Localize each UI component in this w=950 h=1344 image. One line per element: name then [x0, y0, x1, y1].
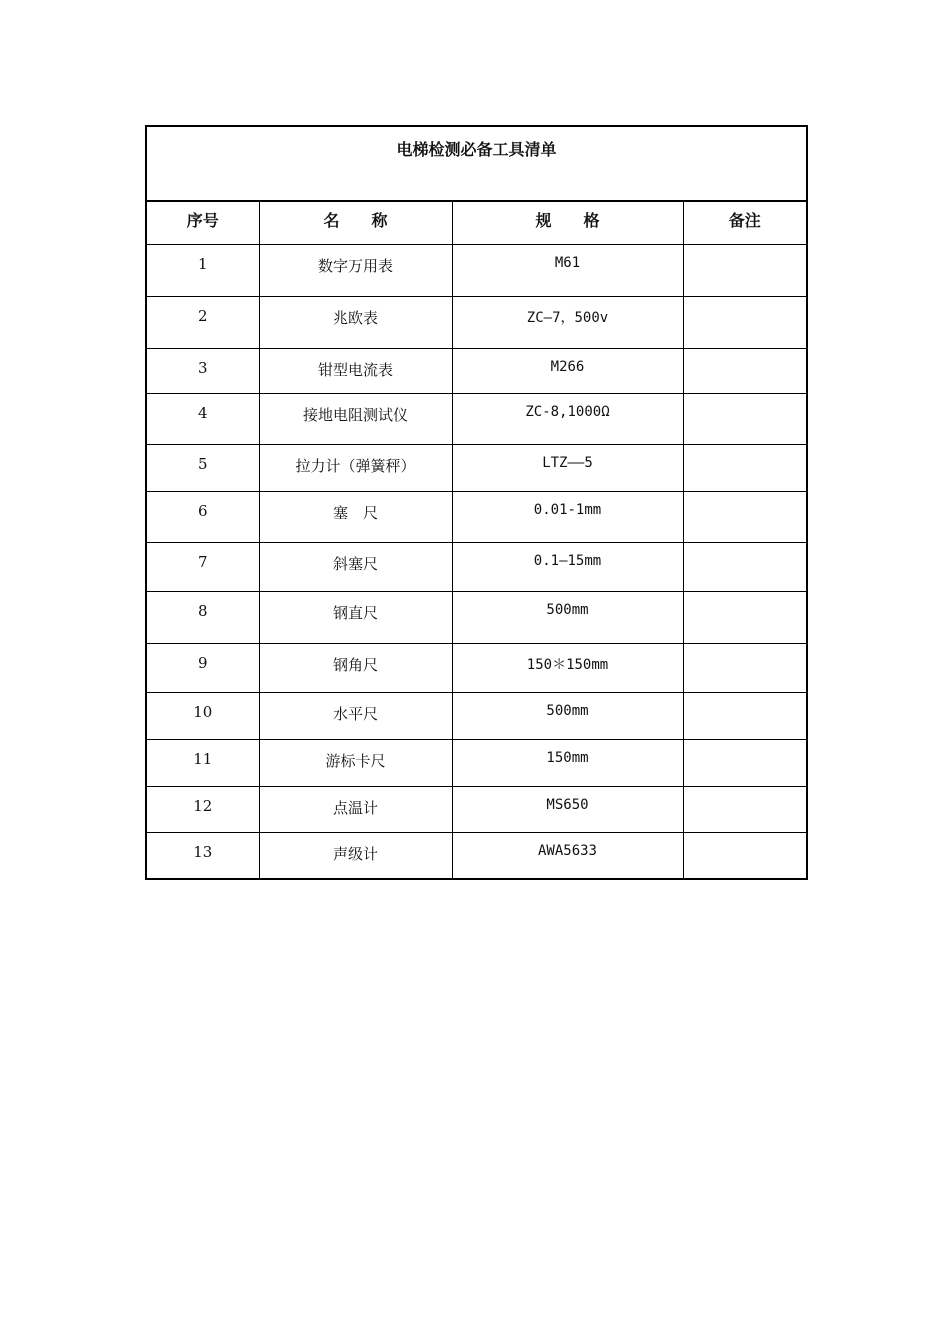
- tool-spec-cell: [452, 591, 683, 643]
- row-number-cell: [146, 491, 259, 542]
- tool-spec: M266: [550, 358, 585, 375]
- row-number-cell: [146, 643, 259, 692]
- table-body: [146, 244, 807, 879]
- tool-note-cell: [683, 786, 807, 832]
- table-row: [146, 348, 807, 393]
- tool-spec: ZC—7，500v: [526, 309, 609, 326]
- tool-name-cell: [259, 296, 452, 348]
- row-number: 5: [197, 454, 208, 473]
- tool-note: [684, 740, 807, 750]
- table-title: 电梯检测必备工具清单: [146, 126, 807, 201]
- row-number-cell: [146, 591, 259, 643]
- row-number: 13: [193, 842, 213, 861]
- tool-note-cell: [683, 692, 807, 739]
- tool-name-cell: [259, 692, 452, 739]
- tool-name-cell: [259, 393, 452, 444]
- table-row: [146, 692, 807, 739]
- table-row: [146, 244, 807, 296]
- row-number: 9: [197, 653, 208, 672]
- tool-name: 塞 尺: [332, 503, 378, 522]
- row-number: 4: [197, 403, 208, 422]
- row-number-cell: [146, 692, 259, 739]
- tool-note-cell: [683, 643, 807, 692]
- tool-note-cell: [683, 444, 807, 491]
- tool-name: 声级计: [332, 844, 378, 863]
- tool-name: 兆欧表: [332, 308, 378, 327]
- tool-note-cell: [683, 491, 807, 542]
- tool-note-cell: [683, 244, 807, 296]
- table-row: [146, 643, 807, 692]
- row-number: 3: [197, 358, 208, 377]
- table-row: [146, 786, 807, 832]
- tool-spec-cell: [452, 393, 683, 444]
- table-row: [146, 739, 807, 786]
- tool-name: 数字万用表: [317, 256, 393, 275]
- row-number: 11: [193, 749, 213, 768]
- tool-name-cell: [259, 244, 452, 296]
- row-number-cell: [146, 244, 259, 296]
- table-row: [146, 491, 807, 542]
- tool-name-cell: [259, 591, 452, 643]
- tool-note-cell: [683, 296, 807, 348]
- tool-note: [684, 592, 807, 602]
- tool-spec: M61: [554, 254, 581, 271]
- tool-spec-cell: [452, 739, 683, 786]
- table-row: [146, 591, 807, 643]
- tool-note: [684, 394, 807, 404]
- row-number-cell: [146, 786, 259, 832]
- tool-spec-cell: [452, 643, 683, 692]
- tool-spec: MS650: [546, 796, 589, 813]
- tool-spec: 0.01-1mm: [533, 501, 602, 518]
- tool-note: [684, 492, 807, 502]
- title-row: [146, 126, 807, 201]
- tool-name-cell: [259, 643, 452, 692]
- tool-name-cell: [259, 786, 452, 832]
- column-header-number: 序号: [146, 201, 259, 244]
- tool-note-cell: [683, 393, 807, 444]
- row-number: 8: [197, 601, 208, 620]
- tool-spec-cell: [452, 296, 683, 348]
- tool-note: [684, 833, 807, 843]
- tool-note-cell: [683, 739, 807, 786]
- table-row: [146, 296, 807, 348]
- tool-name-cell: [259, 348, 452, 393]
- row-number: 10: [193, 702, 213, 721]
- row-number-cell: [146, 444, 259, 491]
- tool-spec: 0.1—15mm: [533, 552, 602, 569]
- tool-spec: 500mm: [546, 601, 589, 618]
- table-row: [146, 444, 807, 491]
- table-row: [146, 832, 807, 879]
- table-row: [146, 393, 807, 444]
- tool-name: 接地电阻测试仪: [302, 405, 408, 424]
- tool-list-sheet: [145, 125, 806, 880]
- tool-note-cell: [683, 542, 807, 591]
- tool-spec: 150mm: [546, 749, 589, 766]
- tool-spec: 500mm: [546, 702, 589, 719]
- tool-name-cell: [259, 832, 452, 879]
- tool-spec-cell: [452, 491, 683, 542]
- tool-name-cell: [259, 491, 452, 542]
- row-number-cell: [146, 832, 259, 879]
- tool-note-cell: [683, 832, 807, 879]
- tool-name: 钢直尺: [332, 603, 378, 622]
- tool-note: [684, 445, 807, 455]
- tool-note-cell: [683, 348, 807, 393]
- row-number-cell: [146, 393, 259, 444]
- tool-name-cell: [259, 542, 452, 591]
- tool-spec-cell: [452, 444, 683, 491]
- tool-spec-cell: [452, 786, 683, 832]
- tool-name: 斜塞尺: [332, 554, 378, 573]
- tool-spec: 150＊150mm: [526, 656, 609, 673]
- row-number: 1: [197, 254, 208, 273]
- tool-note: [684, 693, 807, 703]
- row-number-cell: [146, 296, 259, 348]
- tool-spec: AWA5633: [537, 842, 597, 859]
- tool-spec-cell: [452, 692, 683, 739]
- tool-name: 拉力计（弹簧秤）: [295, 456, 416, 475]
- row-number: 7: [197, 552, 208, 571]
- column-header-note: 备注: [683, 201, 807, 244]
- tool-note: [684, 349, 807, 359]
- tool-spec-cell: [452, 348, 683, 393]
- header-row: [146, 201, 807, 244]
- tool-spec: LTZ——5: [542, 454, 593, 471]
- tool-name: 游标卡尺: [325, 751, 386, 770]
- tool-note: [684, 245, 807, 255]
- tool-note: [684, 543, 807, 553]
- table-row: [146, 542, 807, 591]
- row-number: 12: [193, 796, 213, 815]
- tool-spec-cell: [452, 542, 683, 591]
- tool-name: 钳型电流表: [317, 360, 393, 379]
- row-number-cell: [146, 542, 259, 591]
- tool-name-cell: [259, 739, 452, 786]
- tool-spec: ZC-8,1000Ω: [525, 403, 610, 420]
- row-number: 6: [197, 501, 208, 520]
- tool-note: [684, 297, 807, 307]
- tool-note-cell: [683, 591, 807, 643]
- tool-note: [684, 787, 807, 797]
- tool-name: 水平尺: [332, 704, 378, 723]
- tool-name-cell: [259, 444, 452, 491]
- tool-spec-cell: [452, 832, 683, 879]
- column-header-name: 名 称: [259, 201, 452, 244]
- row-number-cell: [146, 348, 259, 393]
- tool-name: 点温计: [332, 798, 378, 817]
- tool-spec-cell: [452, 244, 683, 296]
- row-number: 2: [197, 306, 208, 325]
- tool-note: [684, 644, 807, 654]
- tool-list-table: [145, 125, 808, 880]
- row-number-cell: [146, 739, 259, 786]
- tool-name: 钢角尺: [332, 655, 378, 674]
- column-header-spec: 规 格: [452, 201, 683, 244]
